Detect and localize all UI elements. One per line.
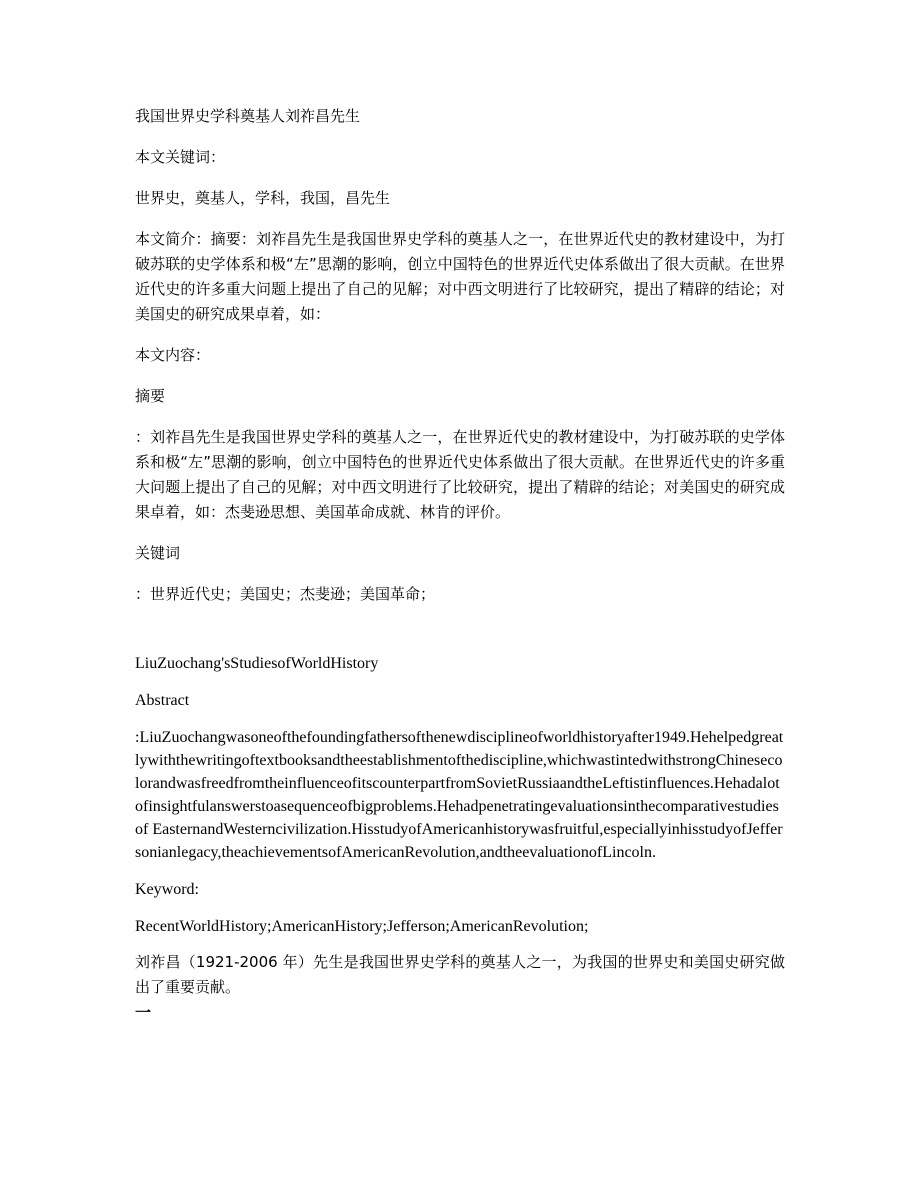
abstract-heading: 摘要 <box>135 387 166 405</box>
english-keyword-heading: Keyword: <box>135 881 199 898</box>
keywords-list: 世界史，奠基人，学科，我国，昌先生 <box>135 189 391 207</box>
abstract-body: ：刘祚昌先生是我国世界史学科的奠基人之一，在世界近代史的教材建设中，为打破苏联的史学体系和极“左”思潮的影响，创立中国特色的世界近代史体系做出了很大贡献。在世界近代史的许多重大问题上提出了自己的见解；对中西文明进行了比较研究，提出了精辟的结论；对美国史的研究成果卓着，如：杰斐逊思想、美国革命成就、林肯的评价。 <box>135 428 785 521</box>
body-paragraph: 刘祚昌（1921-2006 年）先生是我国世界史学科的奠基人之一，为我国的世界史和美国史研究做出了重要贡献。 <box>135 953 785 996</box>
keywords-heading: 本文关键词： <box>135 148 226 166</box>
english-keyword-body: RecentWorldHistory;AmericanHistory;Jefferson;AmericanRevolution; <box>135 918 589 935</box>
intro-paragraph: 本文简介：摘要：刘祚昌先生是我国世界史学科的奠基人之一，在世界近代史的教材建设中，为打破苏联的史学体系和极“左”思潮的影响，创立中国特色的世界近代史体系做出了很大贡献。在世界近代史的许多重大问题上提出了自己的见解；对中西文明进行了比较研究，提出了精辟的结论；对美国史的研究成果卓着，如： <box>135 230 785 323</box>
keyword-body: ：世界近代史；美国史；杰斐逊；美国革命； <box>135 585 436 603</box>
english-abstract-body: :LiuZuochangwasoneofthefoundingfathersofthenewdisciplineofworldhistoryafter1949.Hehelpedgreatlywiththewritingoftextbooksandtheestablishmentofthediscipline,whichwastintedwithstrongChinesecolorandwasfreedfromtheinfluenceofitscounterpartfromSovietRussiaandtheLeftistinfluences.Hehadalotofinsightfulanswerstoasequenceofbigproblems.Hehadpenetratingevaluationsinthecomparativestudiesof EasternandWesterncivilization.HisstudyofAmericanhistorywasfruitful,especiallyinhisstudyofJeffersonianlegacy,theachievementsofAmericanRevolution,andtheevaluationofLincoln. <box>135 729 784 861</box>
english-title: LiuZuochang'sStudiesofWorldHistory <box>135 655 379 672</box>
content-heading: 本文内容： <box>135 346 211 364</box>
english-abstract-heading: Abstract <box>135 692 190 709</box>
keyword-heading: 关键词 <box>135 544 181 562</box>
document-title: 我国世界史学科奠基人刘祚昌先生 <box>135 107 361 125</box>
document-body <box>135 104 785 1025</box>
section-marker: 一 <box>135 1003 152 1022</box>
